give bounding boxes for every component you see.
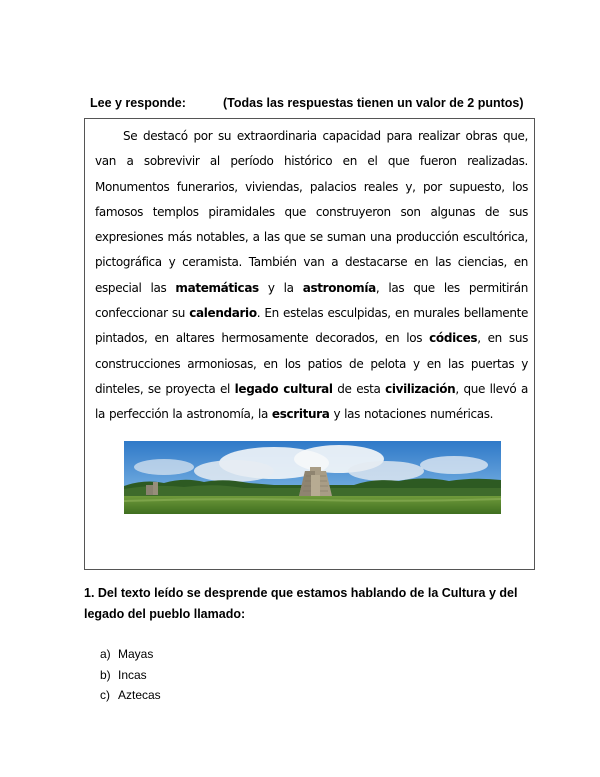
pyramid-photo-graphic	[124, 441, 501, 514]
option-b[interactable]	[100, 665, 161, 686]
option-c[interactable]	[100, 685, 161, 706]
passage-text: , que llevó a la perfección la astronomía, la	[95, 381, 528, 422]
passage-text: y la	[258, 280, 303, 295]
instruction-label: Lee y responde:	[90, 96, 186, 110]
keyword-legado-cultural: legado cultural	[234, 381, 333, 396]
question-1: 1. Del texto leído se desprende que estamos hablando de la Cultura y del legado del pueblo llamado:	[84, 586, 518, 621]
passage-text: , en sus construcciones armoniosas, en los patios de pelota y en las puertas y dinteles, se proyecta el	[95, 331, 528, 396]
passage-text: y las notaciones numéricas.	[329, 407, 494, 422]
points-note: (Todas las respuestas tienen un valor de 2 puntos)	[223, 96, 524, 110]
option-label: Incas	[118, 667, 147, 682]
passage-text: de esta	[332, 381, 386, 396]
option-letter: b)	[100, 667, 111, 682]
option-a[interactable]	[100, 644, 161, 665]
keyword-calendario: calendario	[189, 306, 257, 321]
keyword-codices: códices	[429, 331, 478, 346]
keyword-civilizacion: civilización	[385, 381, 456, 396]
option-letter: a)	[100, 647, 111, 661]
passage-text: Se destacó por su extraordinaria capacidad para realizar obras que, van a sobrevivir al período histórico en el que fueron realizadas. Monumentos funerarios, viviendas, palacios reales y, por supuesto, los famosos templos piramidales que construyeron son algunas de sus expresiones más notables, a las que se suman una producción escultórica, pictográfica y ceramista. También van a destacarse en las ciencias, en especial las	[95, 129, 528, 295]
option-label: Aztecas	[118, 688, 161, 702]
passage-text: , las que les permitirán confeccionar su	[95, 280, 528, 321]
option-label: Mayas	[118, 647, 154, 661]
keyword-matematicas: matemáticas	[175, 280, 259, 295]
pyramid-panorama-photo	[124, 441, 501, 514]
passage-text: . En estelas esculpidas, en murales bellamente pintados, en altares hermosamente decorados, en los	[95, 306, 528, 346]
option-letter: c)	[100, 688, 110, 702]
reading-passage	[95, 124, 528, 428]
keyword-escritura: escritura	[271, 407, 330, 422]
reading-box	[84, 118, 535, 570]
keyword-astronomia: astronomía	[302, 280, 376, 295]
answer-options	[100, 644, 161, 706]
